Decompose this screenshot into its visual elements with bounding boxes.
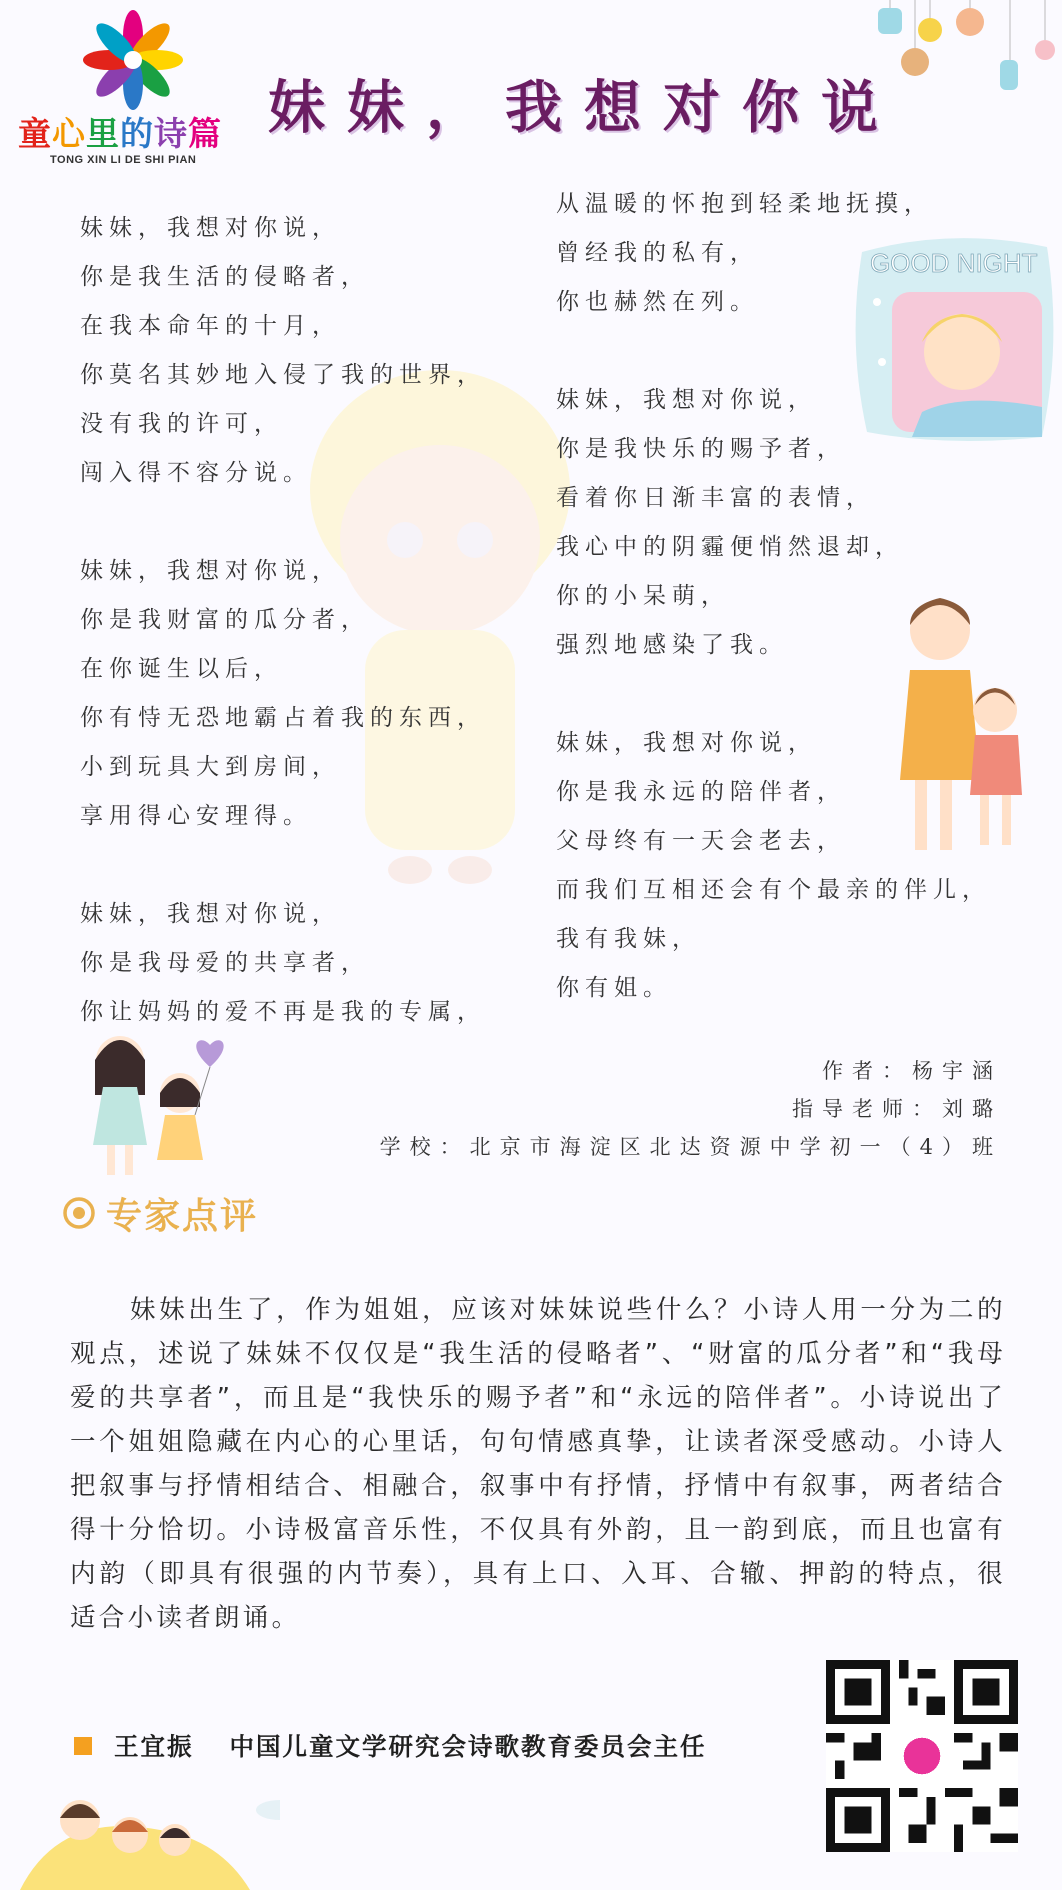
- logo-subtitle: TONG XIN LI DE SHI PIAN: [50, 154, 197, 166]
- poem-line: 你的小呆萌，: [556, 583, 730, 609]
- good-night-illustration: [852, 232, 1056, 442]
- mother-child-illustration: [870, 580, 1050, 860]
- poem-line: 你让妈妈的爱不再是我的专属，: [80, 999, 486, 1025]
- poem-line: 你有恃无恐地霸占着我的东西，: [80, 705, 486, 731]
- poem-line: 你是我快乐的赐予者，: [556, 436, 846, 462]
- sisters-illustration: [75, 1025, 235, 1185]
- poem-stanza: [80, 890, 486, 1037]
- page-title: 妹妹，我想对你说: [268, 75, 900, 141]
- poem-stanza: [80, 204, 486, 498]
- poem-line: 妹妹，我想对你说，: [80, 901, 341, 927]
- poem-line: 妹妹，我想对你说，: [556, 387, 817, 413]
- poem-line: 你是我生活的侵略者，: [80, 264, 370, 290]
- poem-line: 从温暖的怀抱到轻柔地抚摸，: [556, 191, 933, 217]
- logo-text: 童心里的诗篇: [18, 114, 222, 153]
- poem-line: 在我本命年的十月，: [80, 313, 341, 339]
- poem-line: 妹妹，我想对你说，: [80, 558, 341, 584]
- expert-name: 王宜振: [114, 1732, 194, 1761]
- poem-line: 曾经我的私有，: [556, 240, 759, 266]
- poem-line: 你有姐。: [556, 975, 672, 1001]
- qr-code-icon[interactable]: [826, 1660, 1018, 1852]
- poem-line: 你也赫然在列。: [556, 289, 759, 315]
- review-body: 妹妹出生了，作为姐姐，应该对妹妹说些什么？小诗人用一分为二的观点，述说了妹妹不仅仅是“我生活的侵略者”、“财富的瓜分者”和“我母爱的共享者”，而且是“我快乐的赐予者”和“永远的陪伴者”。小诗说出了一个姐姐隐藏在内心的心里话，句句情感真挚，让读者深受感动。小诗人把叙事与抒情相结合、相融合，叙事中有抒情，抒情中有叙事，两者结合得十分恰切。小诗极富音乐性，不仅具有外韵，且一韵到底，而且也富有内韵（即具有很强的内节奏），具有上口、入耳、合辙、押韵的特点，很适合小读者朗诵。: [70, 1295, 1006, 1633]
- kids-on-moon-illustration: [0, 1770, 280, 1890]
- teacher: 指导老师：刘璐: [792, 1097, 1002, 1121]
- poem-line: 你莫名其妙地入侵了我的世界，: [80, 362, 486, 388]
- poem-stanza: [80, 547, 486, 841]
- poem-line: 小到玩具大到房间，: [80, 754, 341, 780]
- expert-signature: [74, 1728, 707, 1763]
- review-heading: [62, 1188, 258, 1238]
- poem-left-column: [80, 204, 486, 1086]
- poem-line: 父母终有一天会老去，: [556, 828, 846, 854]
- poem-line: 你是我财富的瓜分者，: [80, 607, 370, 633]
- poem-line: 闯入得不容分说。: [80, 460, 312, 486]
- review-title: 专家点评: [106, 1195, 259, 1237]
- poem-line: 妹妹，我想对你说，: [80, 215, 341, 241]
- credits: [380, 1052, 1002, 1166]
- poem-line: 我有我妹，: [556, 926, 701, 952]
- poem-line: 你是我永远的陪伴者，: [556, 779, 846, 805]
- logo: [12, 8, 242, 166]
- poem-line: 没有我的许可，: [80, 411, 283, 437]
- expert-title: 中国儿童文学研究会诗歌教育委员会主任: [229, 1732, 707, 1761]
- poem-line: 享用得心安理得。: [80, 803, 312, 829]
- poem-line: 在你诞生以后，: [80, 656, 283, 682]
- poem-line: 强烈地感染了我。: [556, 632, 788, 658]
- poem-line: 你是我母爱的共享者，: [80, 950, 370, 976]
- poem-line: 而我们互相还会有个最亲的伴儿，: [556, 877, 991, 903]
- target-circle-icon: [62, 1196, 96, 1230]
- school: 学校：北京市海淀区北达资源中学初一（4）班: [379, 1135, 1002, 1159]
- flower-logo-icon: [78, 8, 188, 118]
- author: 作者：杨宇涵: [822, 1059, 1002, 1083]
- square-bullet-icon: [74, 1737, 92, 1755]
- good-night-text: GOOD NIGHT: [870, 248, 1038, 278]
- poem-line: 看着你日渐丰富的表情，: [556, 485, 875, 511]
- poem-line: 我心中的阴霾便悄然退却，: [556, 534, 904, 560]
- poem-line: 妹妹，我想对你说，: [556, 730, 817, 756]
